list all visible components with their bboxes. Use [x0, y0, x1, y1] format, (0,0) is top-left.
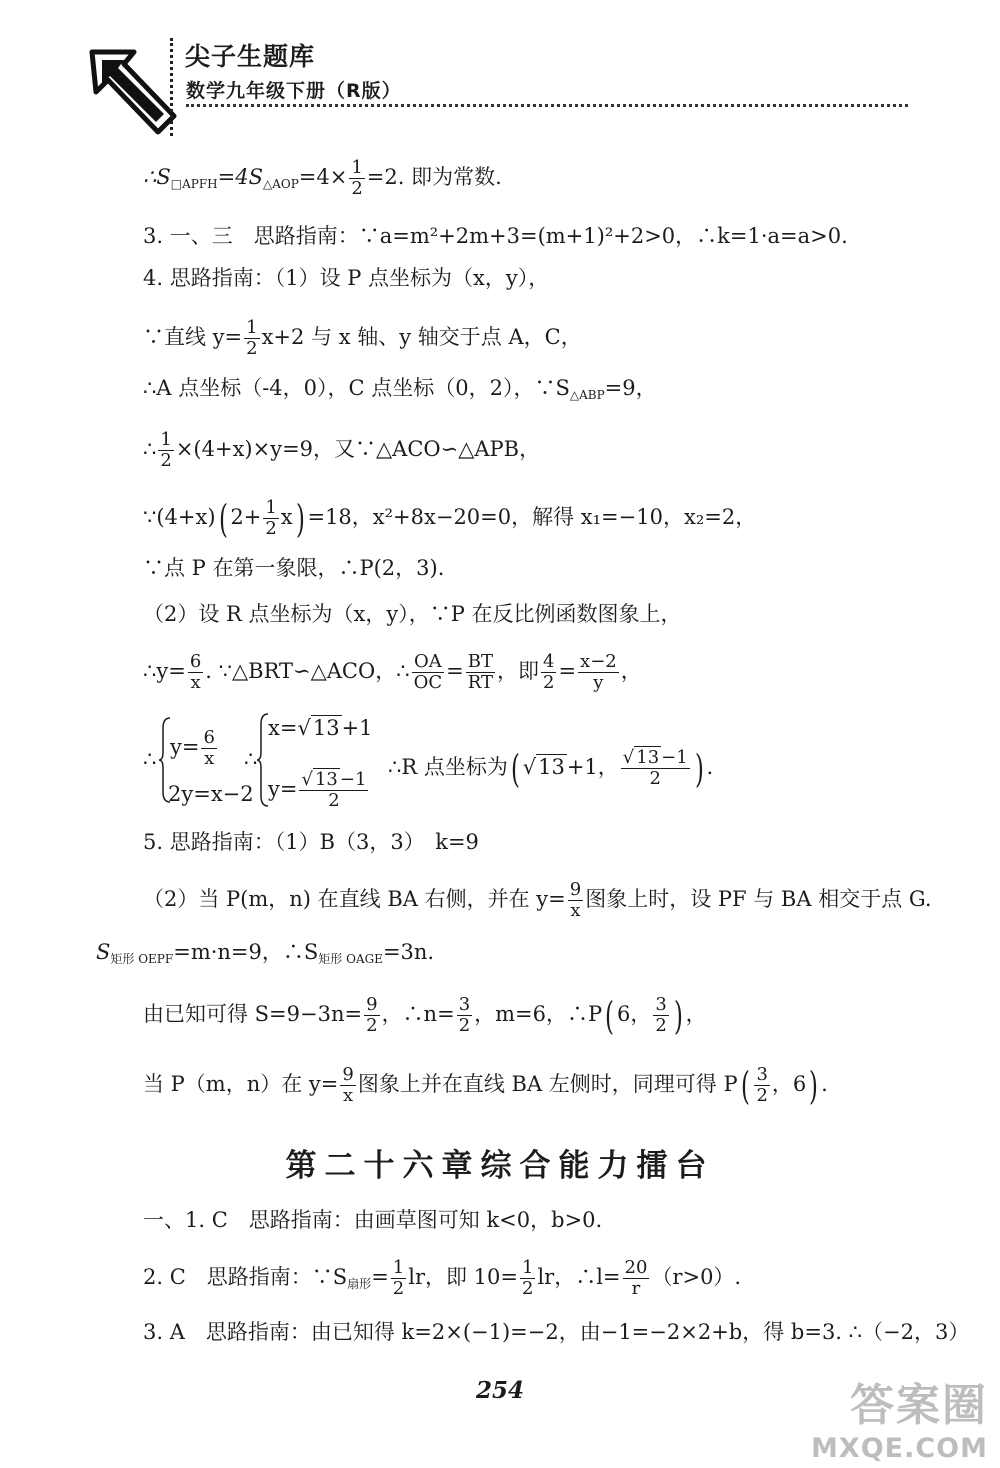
- fraction: $\frac{3}{2}$: [655, 994, 667, 1036]
- sqrt-icon: √: [301, 769, 313, 790]
- fraction: $\frac{1}{2}$: [522, 1257, 534, 1299]
- sqrt-icon: √: [622, 747, 635, 768]
- book-subtitle: 数学九年级下册（R版）: [186, 80, 402, 102]
- fraction: $\frac{4}{2}$: [542, 651, 555, 693]
- fraction: $\frac{1}{2}$: [246, 317, 258, 359]
- fraction: $\frac{6}{x}$: [203, 727, 215, 769]
- answer-line-chapter-q3: 3. A 思路指南：由已知得 k=2×(−1)=−2，由−1=−2×2+b，得 b=3. ∴（−2，3）: [143, 1320, 970, 1344]
- fraction: $\frac{BT}{RT}$: [467, 651, 493, 693]
- answer-line-chapter-q1: 一、1. C 思路指南：由画草图可知 k<0，b>0.: [143, 1208, 603, 1232]
- answer-line-5: 5. 思路指南：（1）B（3，3） k=9: [143, 830, 479, 854]
- answer-line-1: $\therefore S_{□APFH}=4S_{\triangle AOP}=4\times$ $\frac{1}{2}$ =2. 即为常数.: [143, 157, 502, 199]
- answer-line-solve-n: 由已知可得 S=9−3n= $\frac{9}{2}$ ，∴n= $\frac{3}{2}$ ，m=6，∴P( 6， $\frac{3}{2}$ ) ，: [143, 993, 707, 1038]
- watermark-brand: 答案圈: [850, 1380, 988, 1431]
- page-header: [0, 0, 1000, 150]
- answer-line-rect-area: $S_{矩形 OEPF}=m\cdot n=9$，$\therefore S_{矩形 OAGE}=3n$.: [96, 940, 435, 966]
- fraction: $\frac{6}{x}$: [189, 651, 202, 693]
- answer-line-part2: （2）设 R 点坐标为（x，y），∵P 在反比例函数图象上，: [143, 602, 682, 626]
- fraction: $\frac{9}{x}$: [342, 1064, 354, 1106]
- fraction: $\frac{1}{2}$: [392, 1257, 405, 1299]
- answer-line-similar-triangles: ∴y= $\frac{6}{x}$ . ∵△BRT∽△ACO，∴ $\frac{OA}{OC}$ = $\frac{BT}{RT}$ ，即 $\frac{4}{2}$ = $\frac{x-2}{y}$ ，: [143, 651, 642, 693]
- fraction: $\frac{√ 13 -1}{2}$: [301, 769, 367, 811]
- answer-line-point-p: ∵点 P 在第一象限，∴P(2，3).: [143, 556, 445, 580]
- fraction: $\frac{OA}{OC}$: [413, 651, 443, 693]
- header-divider-vertical: [170, 38, 173, 136]
- answer-line-3: 3. 一、三 思路指南：∵a=m²+2m+3=(m+1)²+2>0，∴k=1·a=a>0.: [143, 224, 848, 248]
- answer-line-5-part2: （2）当 P(m，n) 在直线 BA 右侧，并在 y= $\frac{9}{x}$ 图象上时，设 PF 与 BA 相交于点 G.: [143, 879, 932, 921]
- arrow-logo-icon: [88, 44, 178, 140]
- answer-line-chapter-q2: 2. C 思路指南：$\because S_{扇形}=$ $\frac{1}{2}$ lr，即 10= $\frac{1}{2}$ lr，∴l= $\frac{20}{r}$ （r>0）.: [143, 1257, 742, 1299]
- fraction: $\frac{20}{r}$: [624, 1257, 648, 1299]
- series-title: 尖子生题库: [185, 42, 316, 71]
- answer-line-coordinates: ∴A 点坐标（-4，0），C 点坐标（0，2），$\because S_{\triangle ABP}=9$，: [143, 376, 657, 402]
- answer-line-left-side: 当 P（m，n）在 y= $\frac{9}{x}$ 图象上并在直线 BA 左侧时，同理可得 P( $\frac{3}{2}$ ，6) .: [143, 1063, 828, 1108]
- answer-line-area-equation: ∴ $\frac{1}{2}$ ×(4+x)×y=9，又∵△ACO∽△APB，: [143, 429, 541, 471]
- therefore-symbol-2: ∴: [244, 747, 258, 771]
- watermark-url: MXQE.COM: [811, 1433, 988, 1464]
- answer-line-4: 4. 思路指南：（1）设 P 点坐标为（x，y），: [143, 266, 550, 290]
- fraction: $\frac{√ 13 -1}{2}$: [622, 747, 688, 789]
- fraction: $\frac{1}{2}$: [160, 429, 172, 471]
- fraction: $\frac{9}{x}$: [569, 879, 582, 921]
- fraction: $\frac{3}{2}$: [458, 994, 471, 1036]
- fraction: $\frac{1}{2}$: [265, 497, 277, 539]
- system-eq-1: y= $\frac{6}{x}$: [170, 727, 215, 769]
- system-eq-2: 2y=x−2: [168, 782, 254, 806]
- therefore-symbol: ∴: [143, 747, 157, 771]
- watermark: [811, 1369, 988, 1464]
- point-r-result: ∴R 点坐标为( √13+1， $\frac{√ 13 -1}{2}$ ) .: [388, 746, 714, 791]
- solution-y: y= $\frac{√ 13 -1}{2}$: [268, 769, 367, 811]
- page-number: 254: [475, 1377, 524, 1404]
- fraction: $\frac{1}{2}$: [351, 157, 363, 199]
- fraction: $\frac{3}{2}$: [756, 1064, 768, 1106]
- fraction: $\frac{9}{2}$: [366, 994, 378, 1036]
- solution-x: x=√13+1: [268, 716, 373, 740]
- answer-line-line-intercepts: ∵直线 y= $\frac{1}{2}$ x+2 与 x 轴、y 轴交于点 A，C，: [143, 317, 582, 359]
- sqrt-icon: √: [297, 716, 311, 740]
- sqrt-icon: √: [522, 755, 537, 779]
- fraction: $\frac{x-2}{y}$: [580, 651, 617, 693]
- answer-line-quadratic: ∵(4+x)( 2+ $\frac{1}{2}$ x) =18，x²+8x−20=0，解得 x₁=−10，x₂=2，: [143, 496, 757, 541]
- chapter-title: 第二十六章综合能力擂台: [285, 1148, 715, 1184]
- header-divider-dotted: [186, 104, 908, 107]
